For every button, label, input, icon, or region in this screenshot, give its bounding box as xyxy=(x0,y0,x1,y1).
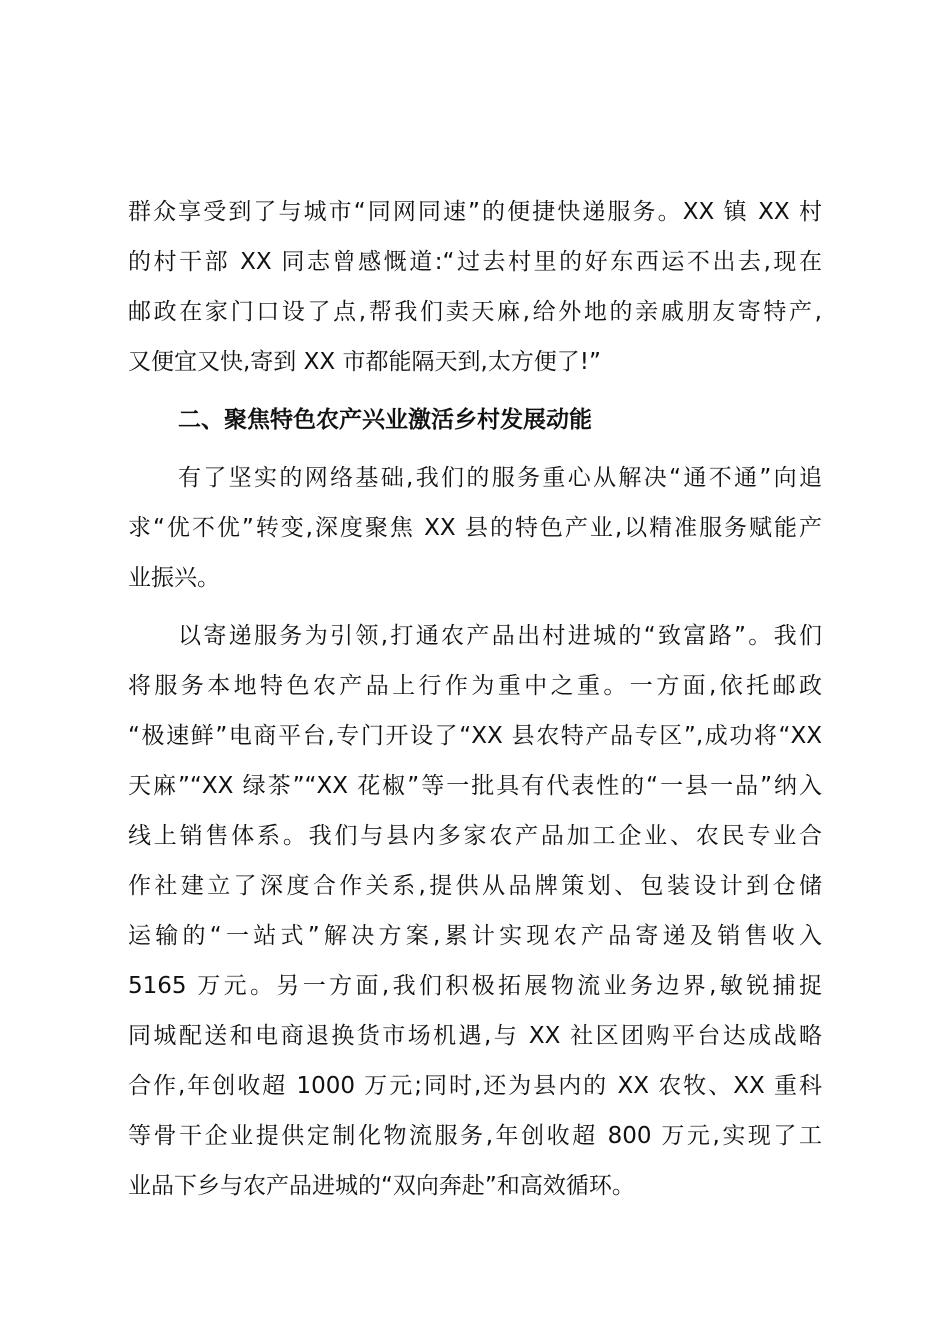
paragraph xyxy=(128,611,822,1211)
text-line: 有了坚实的网络基础,我们的服务重心从解决“通不通”向追 xyxy=(178,465,822,491)
text-line: 二、聚焦特色农产兴业激活乡村发展动能 xyxy=(178,407,592,433)
text-line: “极速鲜”电商平台,专门开设了“XX 县农特产品专区”,成功将“XX xyxy=(128,723,822,749)
paragraph xyxy=(128,453,822,603)
text-line: 又便宜又快,寄到 XX 市都能隔天到,太方便了!” xyxy=(128,349,601,375)
text-line: 等骨干企业提供定制化物流服务,年创收超 800 万元,实现了工 xyxy=(128,1123,822,1149)
text-line: 的村干部 XX 同志曾感慨道:“过去村里的好东西运不出去,现在 xyxy=(128,249,822,275)
text-line: 业品下乡与农产品进城的“双向奔赴”和高效循环。 xyxy=(128,1173,635,1199)
text-line: 合作,年创收超 1000 万元;同时,还为县内的 XX 农牧、XX 重科 xyxy=(128,1073,822,1099)
text-line: 邮政在家门口设了点,帮我们卖天麻,给外地的亲戚朋友寄特产, xyxy=(128,299,822,325)
text-line: 将服务本地特色农产品上行作为重中之重。一方面,依托邮政 xyxy=(128,673,822,699)
text-line: 求“优不优”转变,深度聚焦 XX 县的特色产业,以精准服务赋能产 xyxy=(128,515,822,541)
text-line: 运输的“一站式”解决方案,累计实现农产品寄递及销售收入 xyxy=(128,923,822,949)
text-line: 作社建立了深度合作关系,提供从品牌策划、包装设计到仓储 xyxy=(128,873,822,899)
text-line: 天麻”“XX 绿茶”“XX 花椒”等一批具有代表性的“一县一品”纳入 xyxy=(128,773,822,799)
text-line: 线上销售体系。我们与县内多家农产品加工企业、农民专业合 xyxy=(128,823,822,849)
text-line: 以寄递服务为引领,打通农产品出村进城的“致富路”。我们 xyxy=(178,623,822,649)
text-line: 同城配送和电商退换货市场机遇,与 XX 社区团购平台达成战略 xyxy=(128,1023,822,1049)
section-heading xyxy=(128,395,822,445)
text-line: 群众享受到了与城市“同网同速”的便捷快递服务。XX 镇 XX 村 xyxy=(128,199,822,225)
text-line: 5165 万元。另一方面,我们积极拓展物流业务边界,敏锐捕捉 xyxy=(128,973,822,999)
text-line: 业振兴。 xyxy=(128,565,220,591)
document-page xyxy=(128,187,822,1211)
paragraph xyxy=(128,187,822,387)
